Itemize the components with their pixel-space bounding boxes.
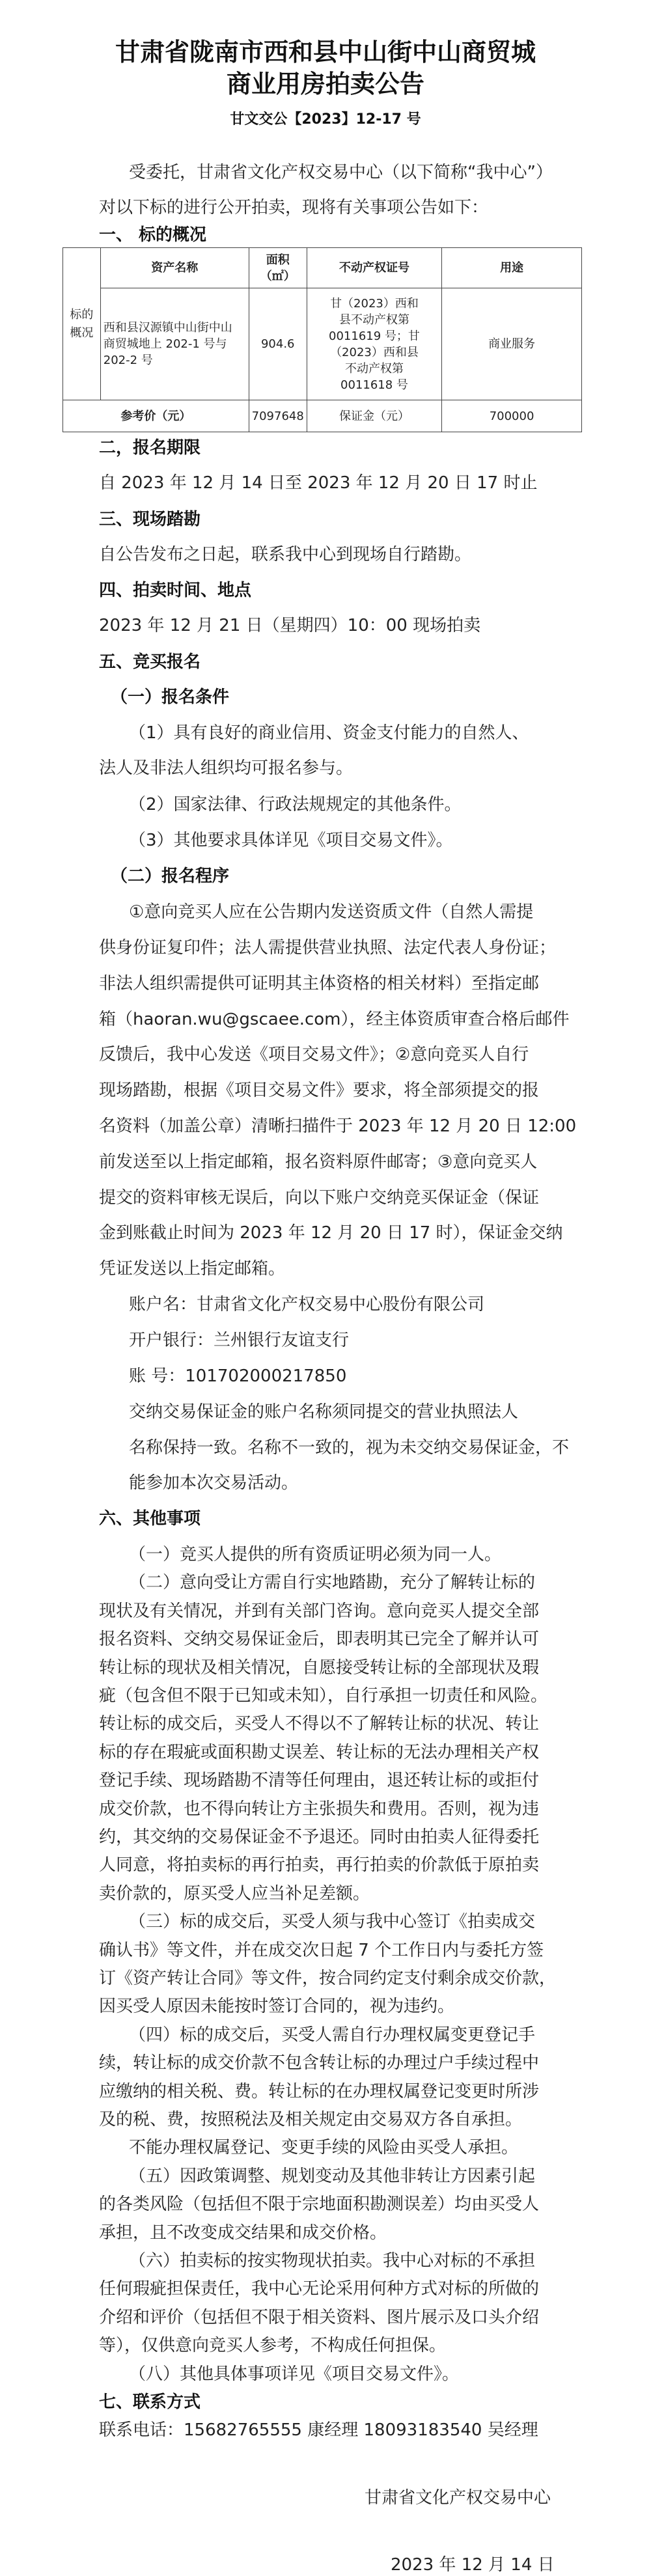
asset-name-line-2: 商贸城地上 202-1 号与 (103, 337, 227, 351)
other-matters-line: （六）拍卖标的按实物现状拍卖。我中心对标的不承担 (129, 2251, 536, 2271)
other-matters-line: 应缴纳的相关税、费。转让标的在办理权属登记变更时所涉 (99, 2082, 540, 2101)
condition-line: （3）其他要求具体详见《项目交易文件》。 (129, 831, 453, 850)
cert-line-1: 甘（2023）西和 (330, 296, 419, 311)
use-cell: 商业服务 (442, 288, 582, 400)
other-matters-line: 约，其交纳的交易保证金不予退还。同时由拍卖人征得委托 (99, 1827, 540, 1847)
subsection-heading-procedure: （二）报名程序 (111, 866, 230, 886)
other-matters-line: （二）意向受让方需自行实地踏勘，充分了解转让标的 (129, 1573, 536, 1592)
cert-line-3: 0011619 号；甘 (329, 329, 420, 343)
procedure-line: 现场踏勘，根据《项目交易文件》要求，将全部须提交的报 (99, 1081, 540, 1100)
section-heading-6: 六、其他事项 (99, 1509, 201, 1529)
procedure-line: 凭证发送以上指定邮箱。 (99, 1259, 286, 1279)
row-label-cell (63, 248, 101, 400)
other-matters-line: 的各类风险（包括但不限于宗地面积勘测误差）均由买受人 (99, 2195, 540, 2214)
other-matters-line: 标的存在瑕疵或面积勘丈误差、转让标的无法办理相关产权 (99, 1743, 540, 1762)
other-matters-line: 承担，且不改变成交结果和成交价格。 (99, 2223, 387, 2243)
cert-cell (307, 288, 441, 400)
document-number: 甘文交公【2023】12-17 号 (230, 111, 421, 128)
procedure-line: 名资料（加盖公章）清晰扫描件于 2023 年 12 月 20 日 12:00 (99, 1116, 577, 1136)
cert-line-2: 县不动产权第 (339, 312, 409, 327)
bank-name: 开户银行：兰州银行友谊支行 (129, 1331, 350, 1350)
cert-line-5: 不动产权第 (344, 361, 404, 376)
other-matters-line: （三）标的成交后，买受人须与我中心签订《拍卖成交 (129, 1912, 536, 1932)
title-line-2: 商业用房拍卖公告 (226, 69, 424, 98)
procedure-line: 供身份证复印件；法人需提供营业执照、法定代表人身份证； (99, 938, 557, 958)
other-matters-line: 介绍和评价（包括但不限于相关资料、图片展示及口头介绍 (99, 2308, 540, 2327)
other-matters-line: 续，转让标的成交价款不包含转让标的办理过户手续过程中 (99, 2053, 540, 2073)
area-header-line-2: （㎡） (260, 269, 296, 283)
other-matters-line: 报名资料、交纳交易保证金后，即表明其已完全了解并认可 (99, 1629, 540, 1649)
other-matters-line: 疵（包含但不限于已知或未知），自行承担一切责任和风险。 (99, 1686, 548, 1706)
price-row (63, 400, 582, 432)
table-row (63, 288, 582, 400)
procedure-line: 反馈后，我中心发送《项目交易文件》；②意向竞买人自行 (99, 1045, 529, 1064)
cert-line-6: 0011618 号 (340, 378, 408, 392)
procedure-line: 前发送至以上指定邮箱，报名资料原件邮寄；③意向竞买人 (99, 1152, 538, 1172)
other-matters-line: （八）其他具体事项详见《项目交易文件》。 (129, 2364, 460, 2384)
account-name: 账户名：甘肃省文化产权交易中心股份有限公司 (129, 1295, 485, 1314)
col-header-cert: 不动产权证号 (307, 248, 441, 288)
deposit-label: 保证金（元） (307, 400, 441, 432)
other-matters-line: 卖价款的，原买受人应当补足差额。 (99, 1884, 370, 1904)
intro-line-1: 受委托，甘肃省文化产权交易中心（以下简称“我中心”） (129, 163, 553, 182)
other-matters-line: 因买受人原因未能按时签订合同的，视为违约。 (99, 1997, 455, 2016)
asset-name-line-1: 西和县汉源镇中山街中山 (103, 321, 232, 335)
deposit-note-line: 名称保持一致。名称不一致的，视为未交纳交易保证金，不 (129, 1438, 570, 1458)
section-heading-5: 五、竞买报名 (99, 652, 201, 672)
area-header-line-1: 面积 (266, 253, 290, 267)
procedure-line: 箱（haoran.wu@gscaee.com），经主体资质审查合格后邮件 (99, 1010, 570, 1029)
cert-line-4: （2023）西和县 (330, 345, 419, 359)
ref-price-label: 参考价（元） (63, 400, 249, 432)
other-matters-line: 及的税、费，按照税法及相关规定由交易双方各自承担。 (99, 2110, 523, 2129)
site-inspection-text: 自公告发布之日起，联系我中心到现场自行踏勘。 (99, 545, 472, 564)
section-heading-7: 七、联系方式 (99, 2392, 201, 2412)
asset-name-line-3: 202-2 号 (103, 353, 153, 367)
col-header-name: 资产名称 (100, 248, 249, 288)
other-matters-line: 等），仅供意向竞买人参考，不构成任何担保。 (99, 2336, 447, 2355)
procedure-line: 非法人组织需提供可证明其主体资格的相关材料）至指定邮 (99, 974, 540, 993)
section-heading-1: 一、 标的概况 (99, 225, 207, 245)
other-matters-line: 人同意，将拍卖标的再行拍卖，再行拍卖的价款低于原拍卖 (99, 1855, 540, 1875)
area-cell: 904.6 (249, 288, 307, 400)
subsection-heading-conditions: （一）报名条件 (111, 687, 230, 707)
contact-info: 联系电话：15682765555 康经理 18093183540 吴经理 (99, 2420, 538, 2440)
table-header-row (63, 248, 582, 288)
other-matters-line: （四）标的成交后，买受人需自行办理权属变更登记手 (129, 2025, 536, 2045)
row-label-text: 标的概况 (70, 307, 94, 340)
condition-line: （1）具有良好的商业信用、资金支付能力的自然人、 (129, 723, 529, 743)
account-number: 账 号：101702000217850 (129, 1366, 347, 1386)
other-matters-line: （五）因政策调整、规划变动及其他非转让方因素引起 (129, 2167, 536, 2186)
col-header-area (249, 248, 307, 288)
footer-org: 甘肃省文化产权交易中心 (365, 2488, 551, 2508)
section-heading-3: 三、现场踏勘 (99, 510, 201, 529)
other-matters-line: 转让标的现状及相关情况，自愿接受转让标的全部现状及瑕 (99, 1658, 540, 1678)
section-heading-2: 二，报名期限 (99, 438, 201, 458)
registration-period: 自 2023 年 12 月 14 日至 2023 年 12 月 20 日 17 时止 (99, 473, 538, 493)
auction-time-text: 2023 年 12 月 21 日（星期四）10：00 现场拍卖 (99, 616, 481, 635)
deposit-note-line: 交纳交易保证金的账户名称须同提交的营业执照法人 (129, 1402, 519, 1422)
title-line-1: 甘肃省陇南市西和县中山街中山商贸城 (115, 37, 536, 66)
asset-name-cell (100, 288, 249, 400)
section-heading-4: 四、拍卖时间、地点 (99, 581, 252, 600)
intro-line-2: 对以下标的进行公开拍卖，现将有关事项公告如下： (99, 198, 489, 217)
condition-line: （2）国家法律、行政法规规定的其他条件。 (129, 795, 462, 814)
asset-overview-table (62, 247, 582, 432)
other-matters-line: 不能办理权属登记、变更手续的风险由买受人承担。 (129, 2138, 519, 2157)
other-matters-line: 成交价款，也不得向转让方主张损失和费用。否则，视为违 (99, 1799, 540, 1819)
procedure-line: ①意向竞买人应在公告期内发送资质文件（自然人需提 (129, 902, 534, 922)
other-matters-line: 确认书》等文件，并在成交次日起 7 个工作日内与委托方签 (99, 1941, 544, 1960)
deposit-value: 700000 (442, 400, 582, 432)
other-matters-line: 登记手续、现场踏勘不清等任何理由，退还转让标的或拒付 (99, 1771, 540, 1790)
condition-line: 法人及非法人组织均可报名参与。 (99, 758, 353, 778)
other-matters-line: 任何瑕疵担保责任，我中心无论采用何种方式对标的所做的 (99, 2279, 540, 2299)
footer-date: 2023 年 12 月 14 日 (391, 2555, 555, 2575)
other-matters-line: 现状及有关情况，并到有关部门咨询。意向竞买人提交全部 (99, 1601, 540, 1621)
col-header-use: 用途 (442, 248, 582, 288)
procedure-line: 金到账截止时间为 2023 年 12 月 20 日 17 时），保证金交纳 (99, 1223, 563, 1243)
deposit-note-line: 能参加本次交易活动。 (129, 1473, 299, 1493)
other-matters-line: （一）竞买人提供的所有资质证明必须为同一人。 (129, 1545, 502, 1564)
other-matters-line: 转让标的成交后，买受人不得以不了解转让标的状况、转让 (99, 1714, 540, 1734)
ref-price-value: 7097648 (249, 400, 307, 432)
procedure-line: 提交的资料审核无误后，向以下账户交纳竞买保证金（保证 (99, 1188, 540, 1208)
other-matters-line: 订《资产转让合同》等文件，按合同约定支付剩余成交价款， (99, 1969, 557, 1988)
